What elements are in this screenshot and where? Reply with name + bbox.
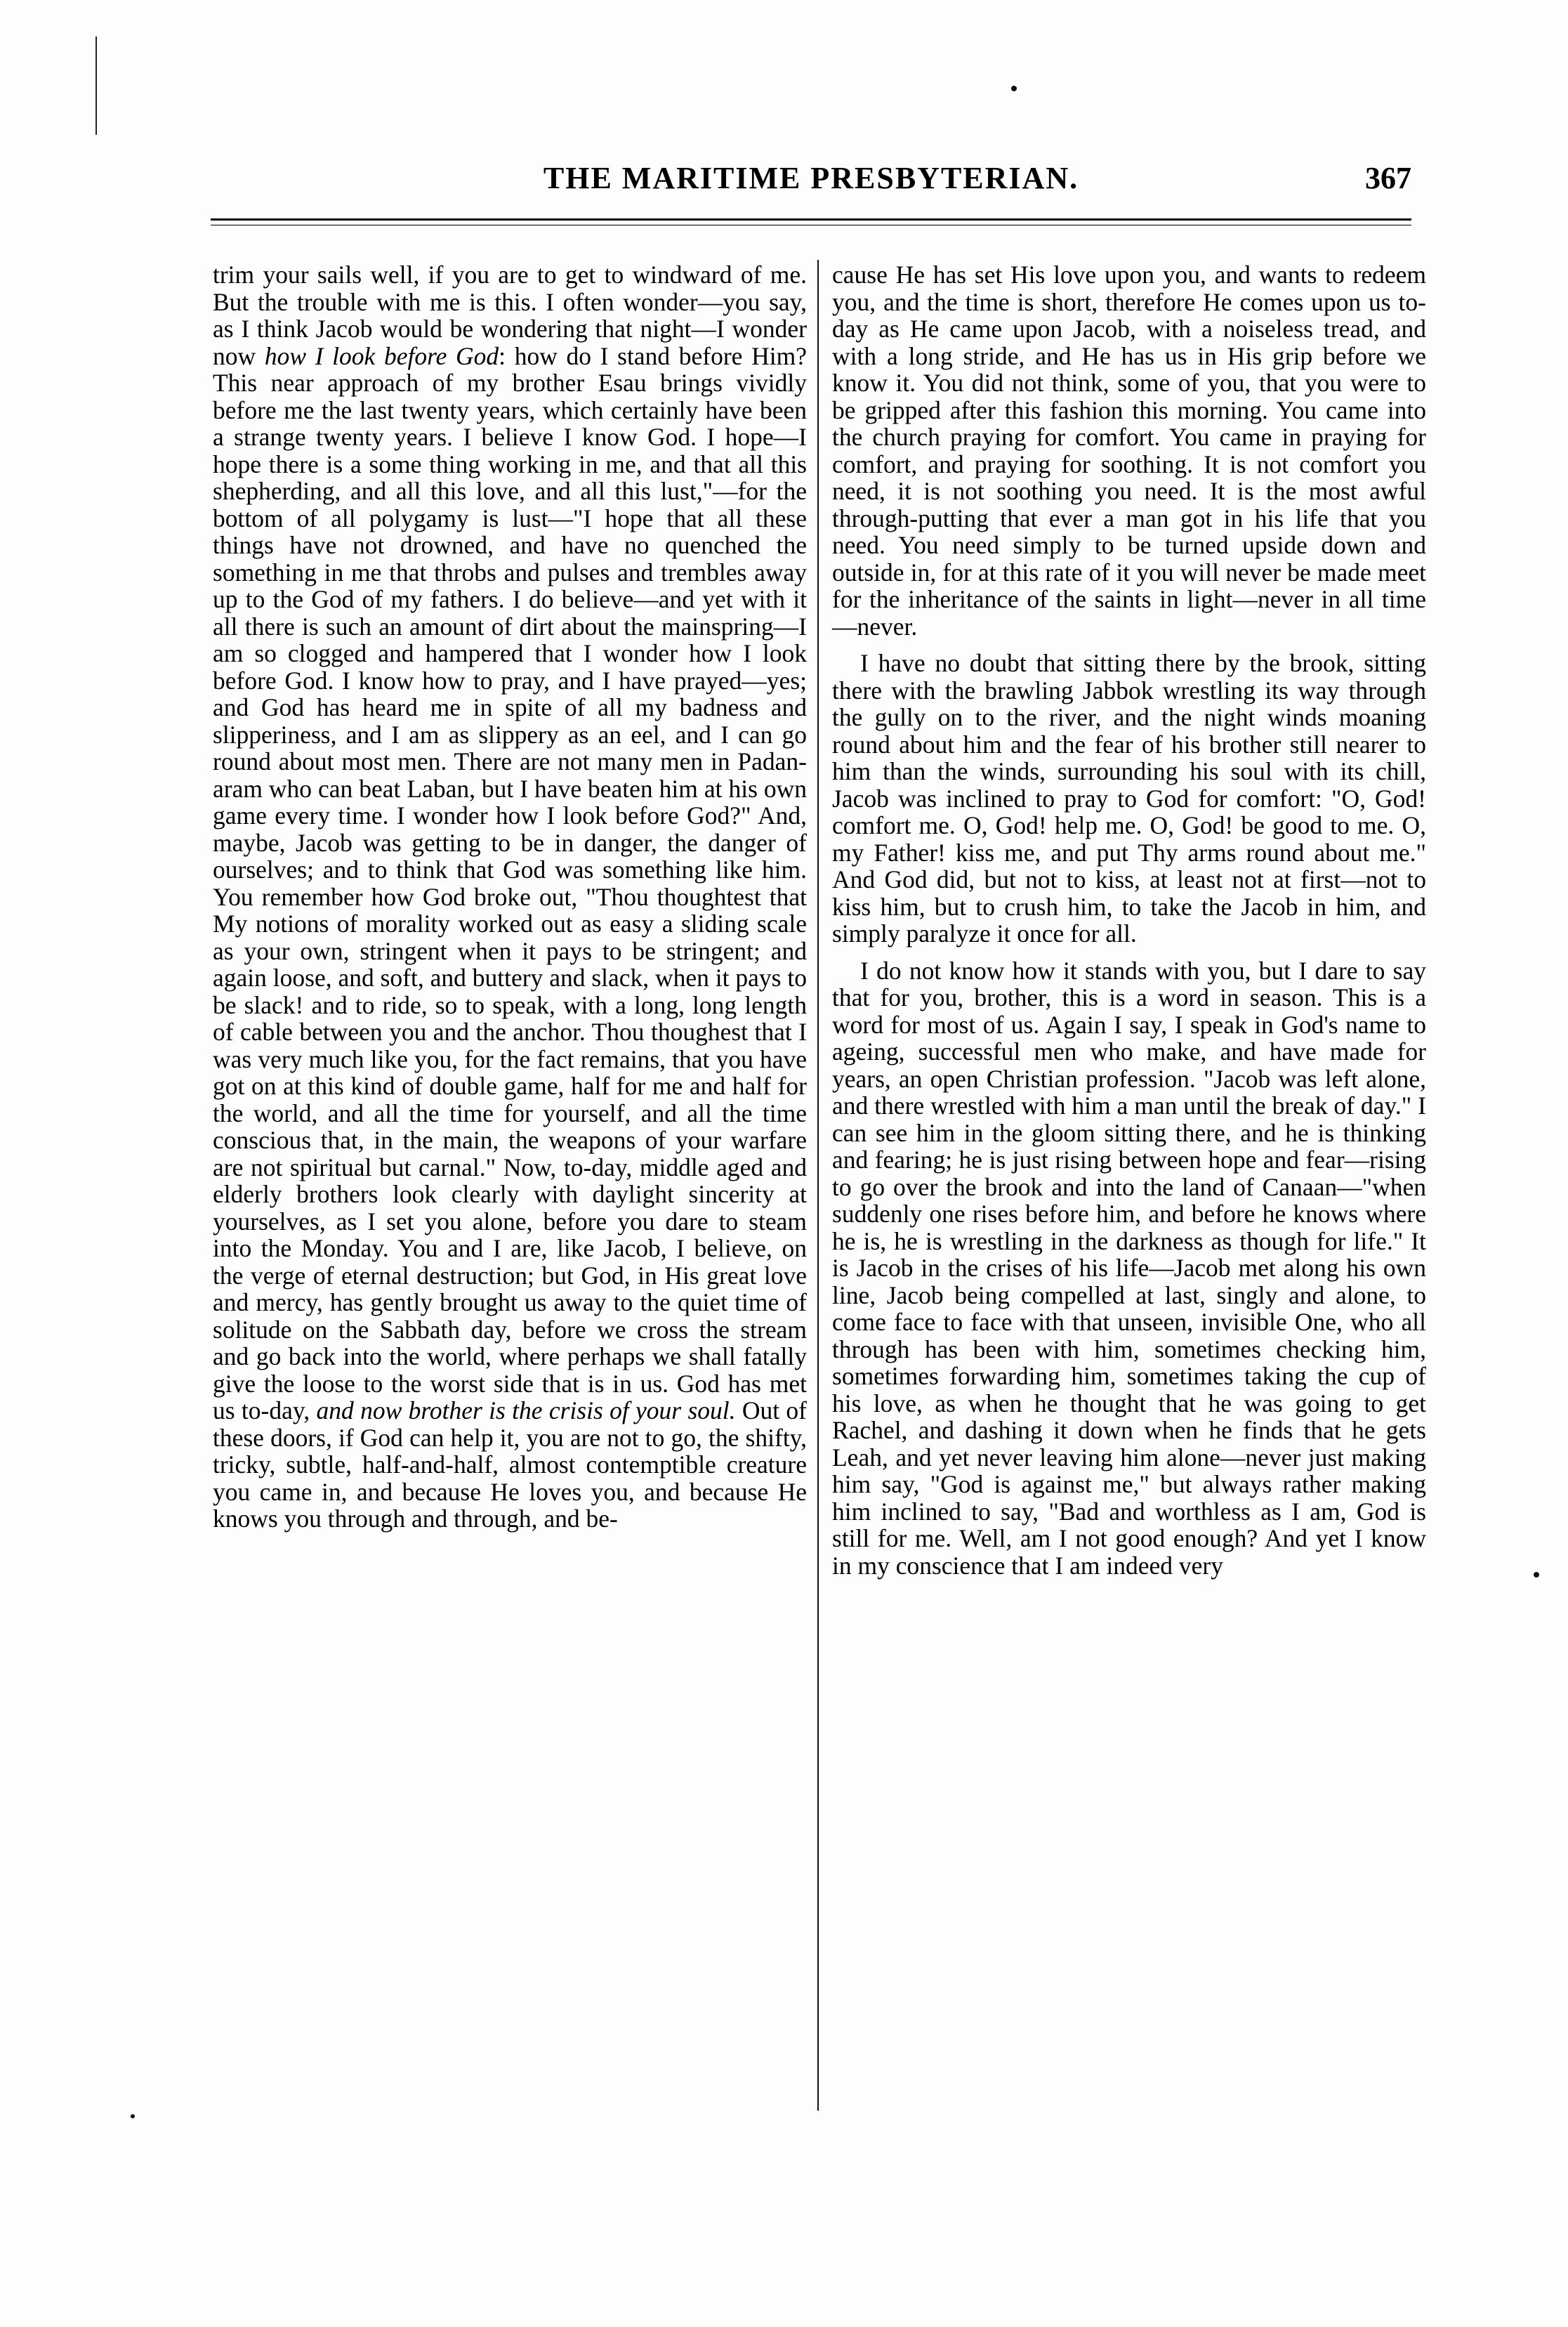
right-column [832, 261, 1426, 1579]
text-run: : how do I stand before Him? This near approach of my brother Esau brings vividly before me the last twenty years, which certainly have been a strange twenty years. I believe I know God. I hope—I hope there is a some thing working in me, and that all this shepherding, and all this love, and all this lust,"—for the bottom of all polygamy is lust—"I hope that all these things have not drowned, and have no quenched the something in me that throbs and pulses and trembles away up to the God of my fathers. I do believe—and yet with it all there is such an amount of dirt about the mainspring—I am so clogged and hampered that I wonder how I look before God. I know how to pray, and I have prayed—yes; and God has heard me in spite of all my badness and slipperiness, and I am as slippery as an eel, and I can go round about most men. There are not many men in Padan-aram who can beat Laban, but I have beaten him at his own game every time. I wonder how I look before God?" And, maybe, Jacob was getting to be in danger, the danger of ourselves; and to think that God was something like him. You remember how God broke out, "Thou thoughtest that My notions of morality worked out as easy a sliding scale as your own, stringent when it pays to be stringent; and again loose, and soft, and buttery and slack, when it pays to be slack! and to ride, so to speak, with a long, long length of cable between you and the anchor. Thou thoughest that I was very much like you, for the fact remains, that you have got on at this kind of double game, half for me and half for the world, and all the time for yourself, and all the time conscious that, in the main, the weapons of your warfare are not spiritual but carnal." Now, to-day, middle aged and elderly brothers look clearly with daylight sincerity at yourselves, as I set you alone, before you dare to steam into the Monday. You and I are, like Jacob, I believe, on the verge of eternal destruction; but God, in His great love and mercy, has gently brought us away to the quiet time of solitude on the Sabbath day, before we cross the stream and go back into the world, where perhaps we shall fatally give the loose to the worst side that is in us. God has met us to-day, [213, 341, 807, 1424]
margin-dot [1534, 1572, 1539, 1578]
page-title: THE MARITIME PRESBYTERIAN. [543, 161, 1079, 195]
italic-phrase: how I look before God [264, 341, 499, 370]
margin-mark [95, 37, 97, 135]
margin-dot [1011, 86, 1017, 91]
paragraph: I have no doubt that sitting there by the brook, sitting there with the brawling Jabbok wrestling its way through the gully on to the river, and the night winds moaning round about him and the fear of his brother still nearer to him than the winds, surrounding his soul with its chill, Jacob was inclined to pray to God for comfort: "O, God! comfort me. O, God! help me. O, God! be good to me. O, my Father! kiss me, and put Thy arms round about me." And God did, but not to kiss, at least not at first—not to kiss him, but to crush him, to take the Jacob in him, and simply paralyze it once for all. [832, 649, 1426, 948]
margin-dot [131, 2114, 135, 2118]
header-rule [211, 218, 1411, 221]
column-divider [817, 260, 819, 2111]
left-column [213, 261, 807, 1533]
italic-phrase: and now brother is the crisis of your soul. [316, 1396, 736, 1424]
text-run: trim your sails well, if you are to get to windward of me. But the trouble with me is this. I often wonder—you say, as I think Jacob would be wondering that night—I wonder now [213, 261, 807, 370]
paragraph: cause He has set His love upon you, and wants to redeem you, and the time is short, therefore He comes upon us to-day as He came upon Jacob, with a noiseless tread, and with a long stride, and He has us in His grip before we know it. You did not think, some of you, that you were to be gripped after this fashion this morning. You came into the church praying for comfort. You came in praying for comfort, and praying for soothing. It is not comfort you need, it is not soothing you need. It is the most awful through-putting that ever a man got in his life that you need. You need simply to be turned upside down and outside in, for at this rate of it you will never be made meet for the inheritance of the saints in light—never in all time—never. [832, 261, 1426, 641]
page-number: 367 [1365, 161, 1411, 195]
paragraph: I do not know how it stands with you, but I dare to say that for you, brother, this is a word in season. This is a word for most of us. Again I say, I speak in God's name to ageing, successful men who make, and have made for years, an open Christian profession. "Jacob was left alone, and there wrestled with him a man until the break of day." I can see him in the gloom sitting there, and he is thinking and fearing; he is just rising between hope and fear—rising to go over the brook and into the land of Canaan—"when suddenly one rises before him, and before he knows where he is, he is wrestling in the darkness as though for life." It is Jacob in the crises of his life—Jacob met along his own line, Jacob being compelled at last, singly and alone, to come face to face with that unseen, invisible One, who all through has been with him, sometimes checking him, sometimes forwarding him, sometimes taking the cup of his love, as when he thought that he was going to get Rachel, and dashing it down when he finds that he gets Leah, and yet never leaving him alone—never just making him say, "God is against me," but always rather making him inclined to say, "Bad and worthless as I am, God is still for me. Well, am I not good enough? And yet I know in my conscience that I am indeed very [832, 956, 1426, 1580]
running-head [211, 160, 1411, 209]
text-run: Out of these doors, if God can help it, you are not to go, the shifty, tricky, subtle, half-and-half, almost contemptible creature you came in, and because He loves you, and because He knows you through and through, and be- [213, 1396, 808, 1533]
paragraph [213, 261, 807, 1533]
